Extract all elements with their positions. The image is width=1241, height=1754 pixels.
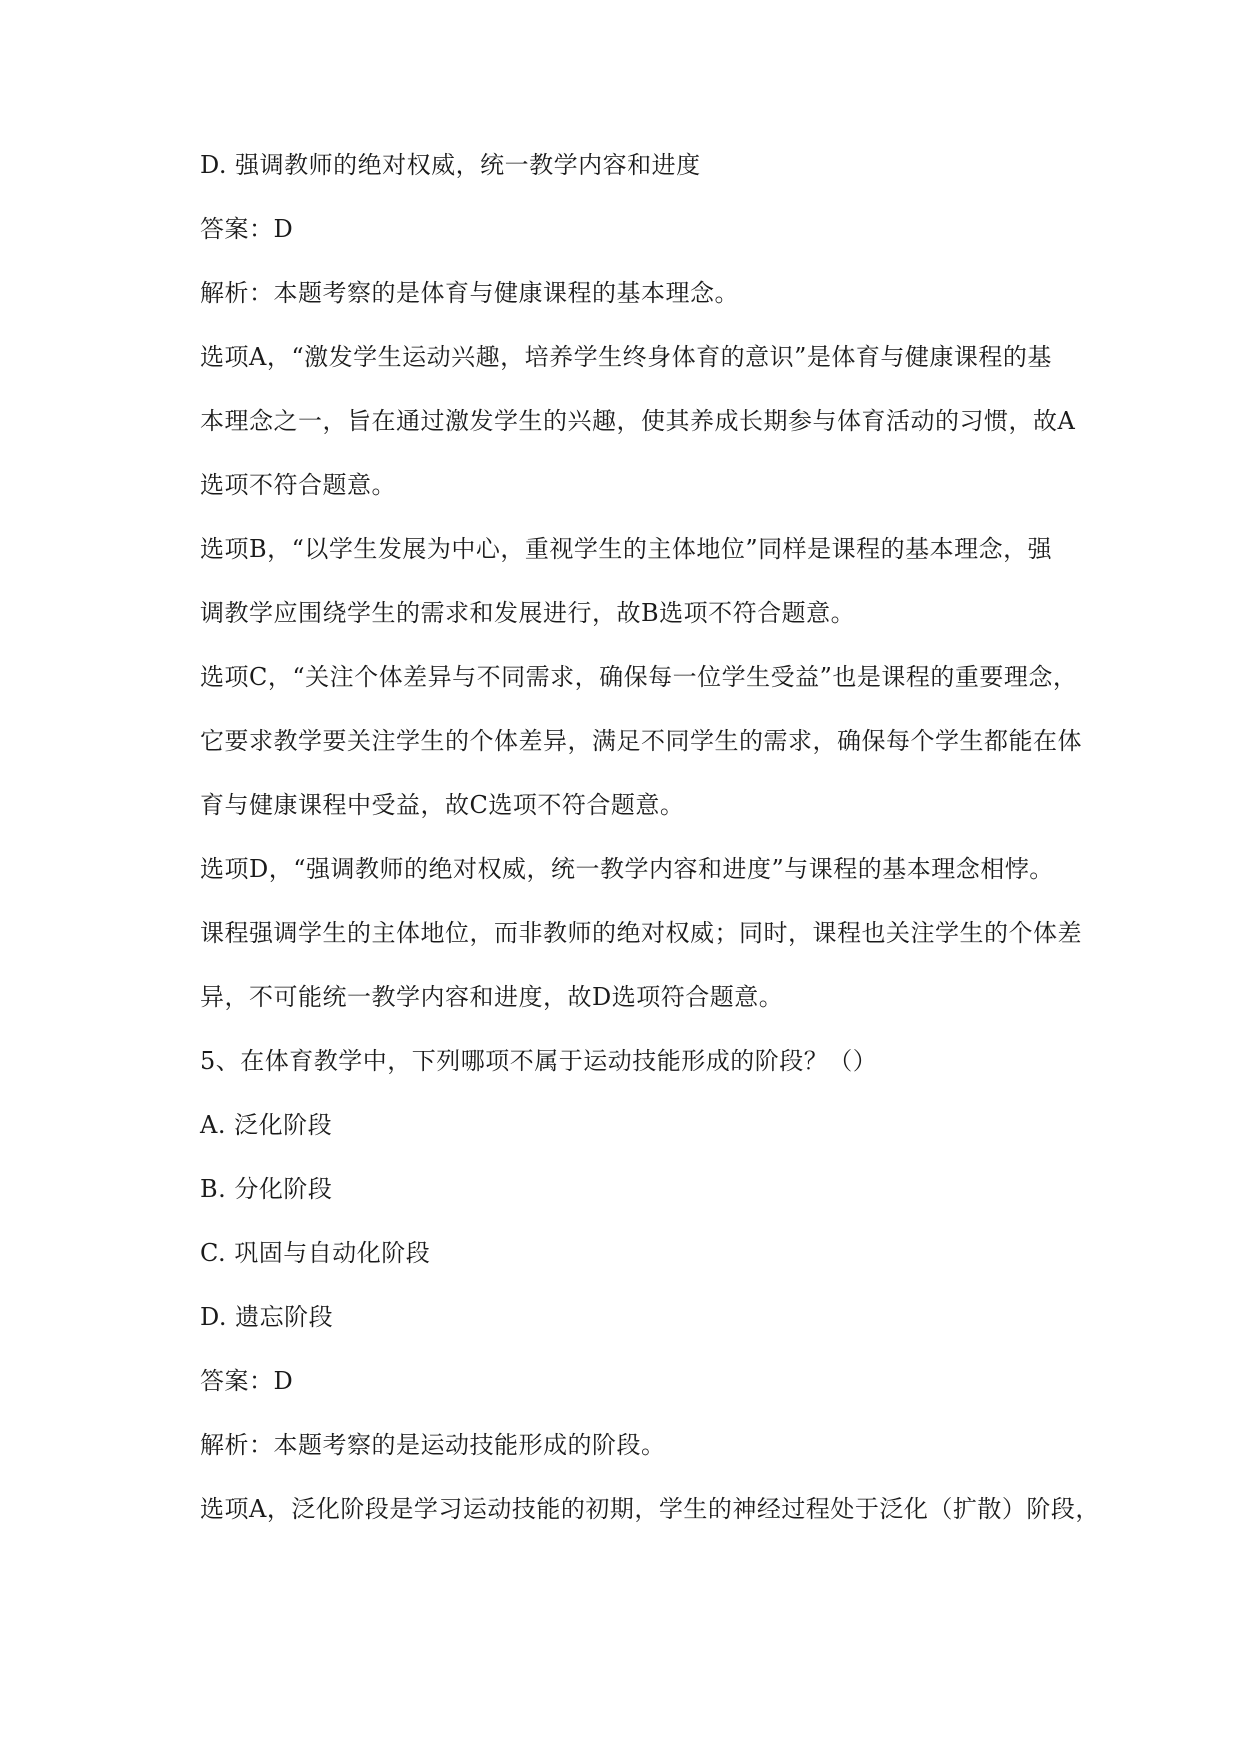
- analysis-line: 解析：本题考察的是运动技能形成的阶段。: [200, 1431, 666, 1459]
- answer-line: 答案：D: [200, 215, 294, 243]
- paragraph-line: 选项不符合题意。: [200, 471, 396, 499]
- paragraph-line: 选项C，“关注个体差异与不同需求，确保每一位学生受益”也是课程的重要理念，: [200, 663, 1078, 691]
- paragraph-line: 课程强调学生的主体地位，而非教师的绝对权威；同时，课程也关注学生的个体差: [200, 919, 1082, 947]
- answer-line: 答案：D: [200, 1367, 294, 1395]
- paragraph-line: 选项A，泛化阶段是学习运动技能的初期，学生的神经过程处于泛化（扩散）阶段，: [200, 1495, 1100, 1523]
- paragraph-line: 本理念之一，旨在通过激发学生的兴趣，使其养成长期参与体育活动的习惯，故A: [200, 407, 1076, 435]
- question-line: 5、在体育教学中，下列哪项不属于运动技能形成的阶段？（）: [200, 1047, 878, 1075]
- paragraph-line: 选项D，“强调教师的绝对权威，统一教学内容和进度”与课程的基本理念相悖。: [200, 855, 1054, 883]
- paragraph-line: 育与健康课程中受益，故C选项不符合题意。: [200, 791, 685, 819]
- analysis-line: 解析：本题考察的是体育与健康课程的基本理念。: [200, 279, 739, 307]
- paragraph-line: 选项B，“以学生发展为中心，重视学生的主体地位”同样是课程的基本理念，强: [200, 535, 1053, 563]
- option-d-line: D. 强调教师的绝对权威，统一教学内容和进度: [200, 151, 701, 179]
- option-d-line: D. 遗忘阶段: [200, 1303, 334, 1331]
- paragraph-line: 调教学应围绕学生的需求和发展进行，故B选项不符合题意。: [200, 599, 856, 627]
- option-a-line: A. 泛化阶段: [200, 1111, 333, 1139]
- option-c-line: C. 巩固与自动化阶段: [200, 1239, 431, 1267]
- option-b-line: B. 分化阶段: [200, 1175, 333, 1203]
- paragraph-line: 异，不可能统一教学内容和进度，故D选项符合题意。: [200, 983, 784, 1011]
- paragraph-line: 选项A，“激发学生运动兴趣，培养学生终身体育的意识”是体育与健康课程的基: [200, 343, 1052, 371]
- paragraph-line: 它要求教学要关注学生的个体差异，满足不同学生的需求，确保每个学生都能在体: [200, 727, 1082, 755]
